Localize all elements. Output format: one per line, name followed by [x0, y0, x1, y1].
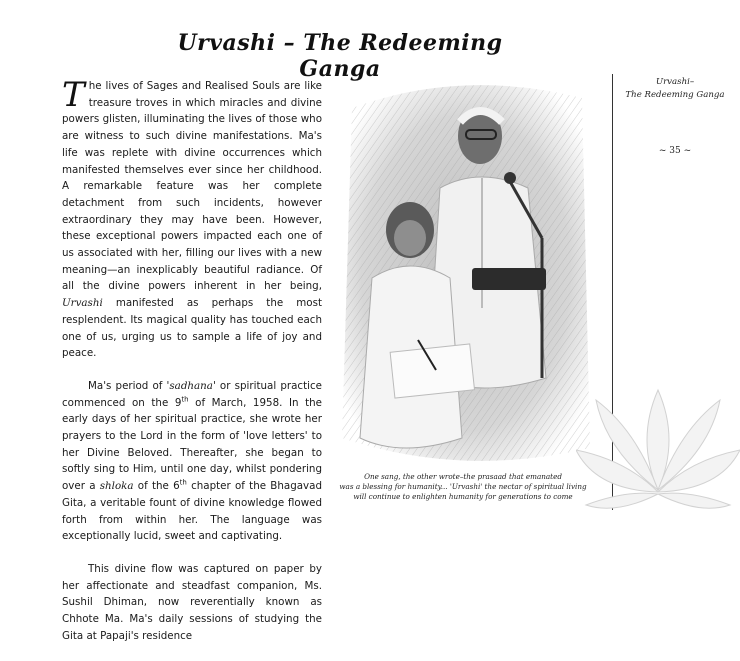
body-text: [62, 75, 322, 661]
page-title: Urvashi – The Redeeming Ganga: [177, 30, 503, 82]
p2-sup1: th: [181, 395, 189, 404]
paragraph-3: This divine flow was captured on paper by her affectionate and steadfast companion, Ms. Sushil Dhiman, now reverentially known as Chhote Ma. Ma's daily sessions of studying the Gita at Papaji's residence: [62, 562, 322, 642]
caption-line-2: was a blessing for humanity... 'Urvashi' the nectar of spiritual living: [339, 482, 587, 491]
lotus-icon: [576, 330, 740, 520]
p2-e: chapter of the Bhagavad Gita, a veritable fount of divine knowledge flowed forth from within her. The language was exceptionally lucid, sweet and captivating.: [62, 480, 322, 543]
p2-a: Ma's period of ': [88, 379, 170, 392]
drop-cap: T: [62, 75, 85, 115]
p1-text-a: he lives of Sages and Realised Souls are like treasure troves in which miracles and divine powers glisten, illuminating the lives of those who are witness to such divine manifestations. Ma's life was replete with divine occurrences which manifested themselves ever since her childhood. A remarkable feature was her complete detachment from such incidents, however extraordinary they may have been. However, these exceptional powers impacted each one of us associated with her, filling our lives with a new meaning—an inexplicably beautiful radiance. Of all the divine powers inherent in her being,: [62, 80, 322, 293]
p1-emph: Urvashi: [62, 297, 103, 310]
photo-illustration: [332, 78, 594, 470]
p2-sup2: th: [179, 478, 187, 487]
photo-two-figures: [332, 78, 594, 470]
sidebar-title-line-1: Urvashi–: [655, 77, 695, 87]
p1-text-b: manifested as perhaps the most resplendent. Its magical quality has touched each one of us, urging us to sample a life of joy and peace.: [62, 297, 322, 360]
page-number: ~ 35 ~: [658, 146, 692, 156]
p2-d: of the 6: [133, 480, 180, 493]
p2-sadhana: sadhana: [169, 379, 213, 392]
paragraph-1: [62, 75, 322, 362]
paragraph-2: [62, 378, 322, 545]
p2-shloka: shloka: [99, 480, 134, 493]
p2-b: ' or spiritual practice commenced on the 9: [62, 379, 322, 409]
caption-line-3: will continue to enlighten humanity for generations to come: [353, 492, 573, 501]
sidebar-title-line-2: The Redeeming Ganga: [625, 90, 725, 100]
caption-line-1: One sang, the other wrote–the prasaad that emanated: [364, 472, 562, 481]
photo-caption: [332, 472, 594, 502]
sidebar-running-title: [616, 76, 734, 102]
p2-c: of March, 1958. In the early days of her spiritual practice, she wrote her prayers to the Lord in the form of 'love letters' to her Divine Beloved. Thereafter, she began to softly sing to Him, until one day, whilst pondering over a: [62, 396, 322, 493]
